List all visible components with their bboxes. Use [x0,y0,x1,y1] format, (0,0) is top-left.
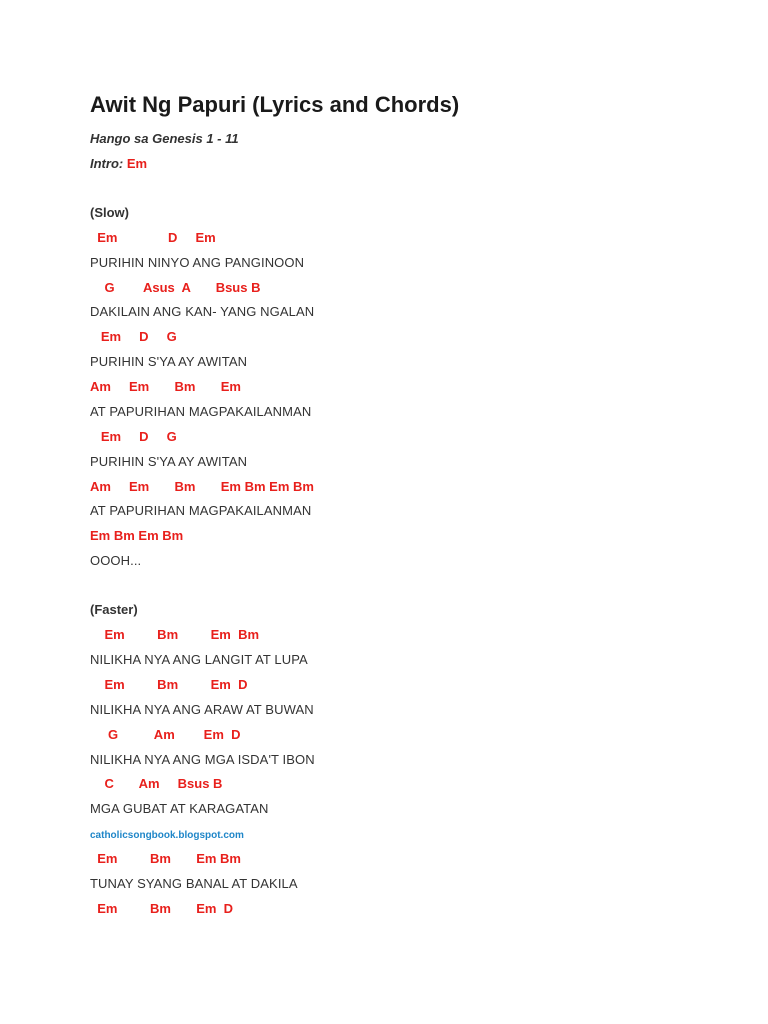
lyric-line: NILIKHA NYA ANG ARAW AT BUWAN [90,702,314,717]
lyric-line: MGA GUBAT AT KARAGATAN [90,801,269,816]
chord-line: G Am Em D [90,727,241,742]
lyric-line: AT PAPURIHAN MAGPAKAILANMAN [90,503,312,518]
chord-line: Am Em Bm Em [90,379,241,394]
lyric-line: PURIHIN S'YA AY AWITAN [90,454,248,469]
lyric-line: OOOH... [90,553,142,568]
chord-line: Em Bm Em D [90,901,234,916]
lyric-line: DAKILAIN ANG KAN- YANG NGALAN [90,304,315,319]
chord-line: Em D G [90,429,177,444]
lyric-line: AT PAPURIHAN MAGPAKAILANMAN [90,404,312,419]
lyric-line: NILIKHA NYA ANG LANGIT AT LUPA [90,652,308,667]
intro-line [90,156,147,172]
lyric-line: PURIHIN NINYO ANG PANGINOON [90,255,305,270]
chord-line: Em Bm Em Bm [90,627,260,642]
source-watermark: catholicsongbook.blogspot.com [90,830,244,841]
chord-line: C Am Bsus B [90,776,223,791]
chord-line: Em Bm Em D [90,677,248,692]
section-label: (Faster) [90,602,138,617]
intro-chord: Em [126,156,148,171]
song-source-subtitle: Hango sa Genesis 1 - 11 [90,131,239,146]
lyric-line: PURIHIN S'YA AY AWITAN [90,354,248,369]
lyric-line: TUNAY SYANG BANAL AT DAKILA [90,876,298,891]
section-label: (Slow) [90,205,129,220]
lyric-line: NILIKHA NYA ANG MGA ISDA'T IBON [90,752,315,767]
intro-label: Intro: [90,156,127,171]
chord-line: Em D G [90,329,177,344]
chord-line: Em Bm Em Bm [90,528,184,543]
song-title: Awit Ng Papuri (Lyrics and Chords) [90,92,460,117]
chord-line: Em Bm Em Bm [90,851,241,866]
chord-line: Em D Em [90,230,216,245]
chord-line: Am Em Bm Em Bm Em Bm [90,479,314,494]
chord-line: G Asus A Bsus B [90,280,261,295]
